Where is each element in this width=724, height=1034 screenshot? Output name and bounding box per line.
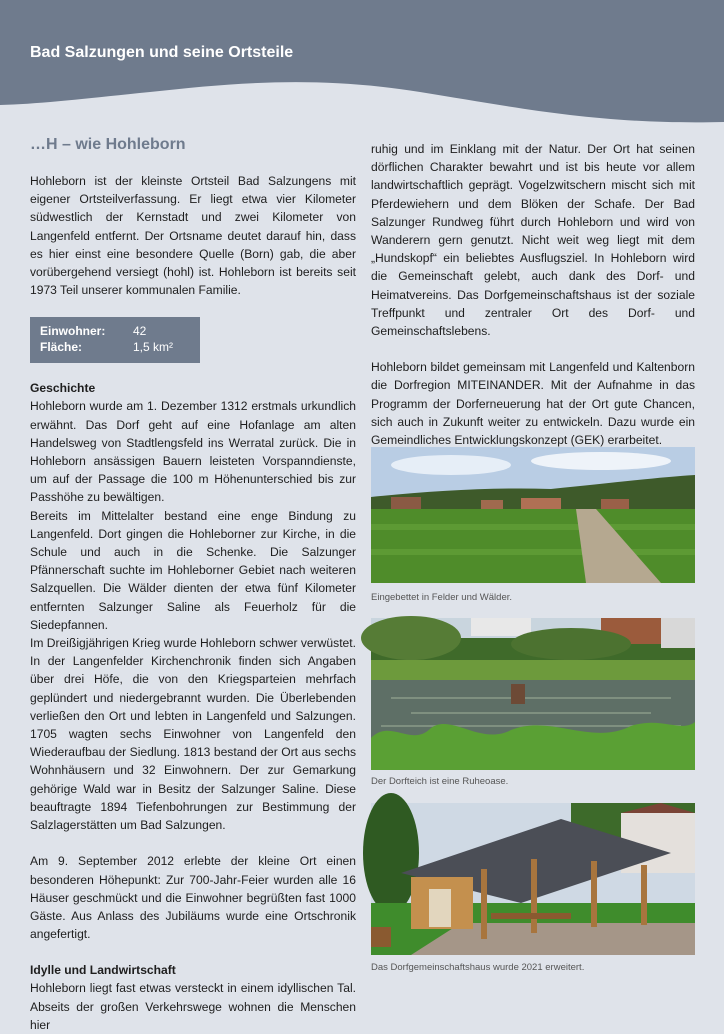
section-title: …H – wie Hohleborn	[30, 136, 186, 153]
header-wave	[0, 0, 724, 140]
left-column	[30, 136, 356, 1034]
area-label: Fläche:	[40, 340, 83, 355]
header-banner	[0, 0, 724, 140]
idyll-paragraph-1-continued: ruhig und im Einklang mit der Natur. Der Ort hat seinen dörflichen Charakter bewahrt und ist bis heute vor allem landwirtschaftlich geprägt. Vogelzwitschern mischt sich mit Pferdewiehern und dem Blöken der Schafe. Der Bad Salzunger Rundweg führt durch Hohleborn und wird von Wanderern gern genutzt. Nicht weit weg liegt mit dem „Hundskopf“ ein beliebtes Ausflugsziel. In Hohleborn wird die Gemeinschaft gelebt, auch dank des Dorf- und Heimatvereins. Das Dorfgemeinschaftshaus ist der soziale Treffpunkt und zentraler Ort des Dorf- und Gemeinschaftslebens.	[371, 142, 695, 339]
inhabitants-label: Einwohner:	[40, 324, 106, 339]
history-paragraph-4: Am 9. September 2012 erlebte der kleine Ort einen besonderen Höhepunkt: Zur 700-Jahr-Feier wurden alle 16 Häuser geschmückt und die Einwohner begrüßten fast 1000 Gäste. Aus Anlass des Jubiläums wurde eine Ortschronik angefertigt.	[30, 854, 356, 942]
caption-photo-2: Der Dorfteich ist eine Ruheoase.	[371, 776, 509, 787]
idyll-heading: Idylle und Landwirtschaft	[30, 963, 176, 978]
idyll-paragraph-1-start: Hohleborn liegt fast etwas versteckt in einem idyllischen Tal. Abseits der großen Verkehrswege wohnen die Menschen hier	[30, 981, 356, 1032]
photo-community-house	[371, 803, 695, 955]
history-paragraph-1: Hohleborn wurde am 1. Dezember 1312 erstmals urkundlich erwähnt. Das Dorf geht auf eine Hofanlage am alten Handelsweg von Stadtlengsfeld ins Werratal zurück. Die in Hohleborn ansässigen Bauern leisteten Vorspanndienste, um auf der Passage die 100 m Höhenunterschied bis zur Passhöhe zu bewältigen.	[30, 399, 356, 505]
intro-paragraph: Hohleborn ist der kleinste Ortsteil Bad Salzungens mit eigener Ortsteilverfassung. Er liegt etwa vier Kilometer südwestlich der Kernstadt und zwei Kilometer von Langenfeld entfernt. Der Ortsname deutet darauf hin, dass es hier einst eine besondere Quelle (Born) gab, die aber vorübergehend versiegt (hohl) ist. Hohleborn ist bereits seit 1973 Teil unserer kommunalen Familie.	[30, 174, 356, 298]
header-title: Bad Salzungen und seine Ortsteile	[30, 44, 294, 61]
photo-fields	[371, 447, 695, 583]
facts-box	[30, 317, 200, 363]
history-paragraph-3: Im Dreißigjährigen Krieg wurde Hohleborn schwer verwüstet. In der Langenfelder Kirchenchronik finden sich Angaben über drei Höfe, die von den Kriegsparteien mehrfach geplündert und niedergebrannt wurden. Die Überlebenden verließen den Ort und lebten in Langenfeld und Salzungen. 1705 wagten sechs Einwohner von Langenfeld den Wiederaufbau der Siedlung. 1813 bestand der Ort aus sechs Wohnhäusern und 32 Einwohnern. Der zur Gemarkung gehörige Wald war in Besitz der Salzunger Saline. Diese beauftragte 1894 Tiefenbohrungen zur Bestimmung der Salzlagerstätten um Bad Salzungen.	[30, 636, 356, 833]
idyll-paragraph-2: Hohleborn bildet gemeinsam mit Langenfeld und Kaltenborn die Dorfregion MITEINANDER. Mit der Aufnahme in das Programm der Dorferneuerung hat der Ort gute Chancen, sich auch in Zukunft weiter zu entwickeln. Dazu wurde ein Gemeindliches Entwicklungskonzept (GEK) erarbeitet.	[371, 360, 695, 448]
caption-photo-3: Das Dorfgemeinschaftshaus wurde 2021 erweitert.	[371, 962, 585, 973]
right-column	[371, 140, 695, 449]
area-value: 1,5 km²	[133, 340, 174, 355]
caption-photo-1: Eingebettet in Felder und Wälder.	[371, 592, 513, 603]
history-paragraph-2: Bereits im Mittelalter bestand eine enge Bindung zu Langenfeld. Dort gingen die Hohleborner zur Kirche, in die Schule und auch in die Schenke. Die Salzunger Pfännerschaft suchte im Hohleborner Gebiet nach weiteren Salzquellen. Die Wälder dienten der etwa fünf Kilometer entfernten Salzunger Saline als Feuerholz für die Siedepfannen.	[30, 508, 356, 632]
history-heading: Geschichte	[30, 381, 96, 396]
inhabitants-value: 42	[133, 324, 147, 339]
photo-pond	[371, 618, 695, 770]
